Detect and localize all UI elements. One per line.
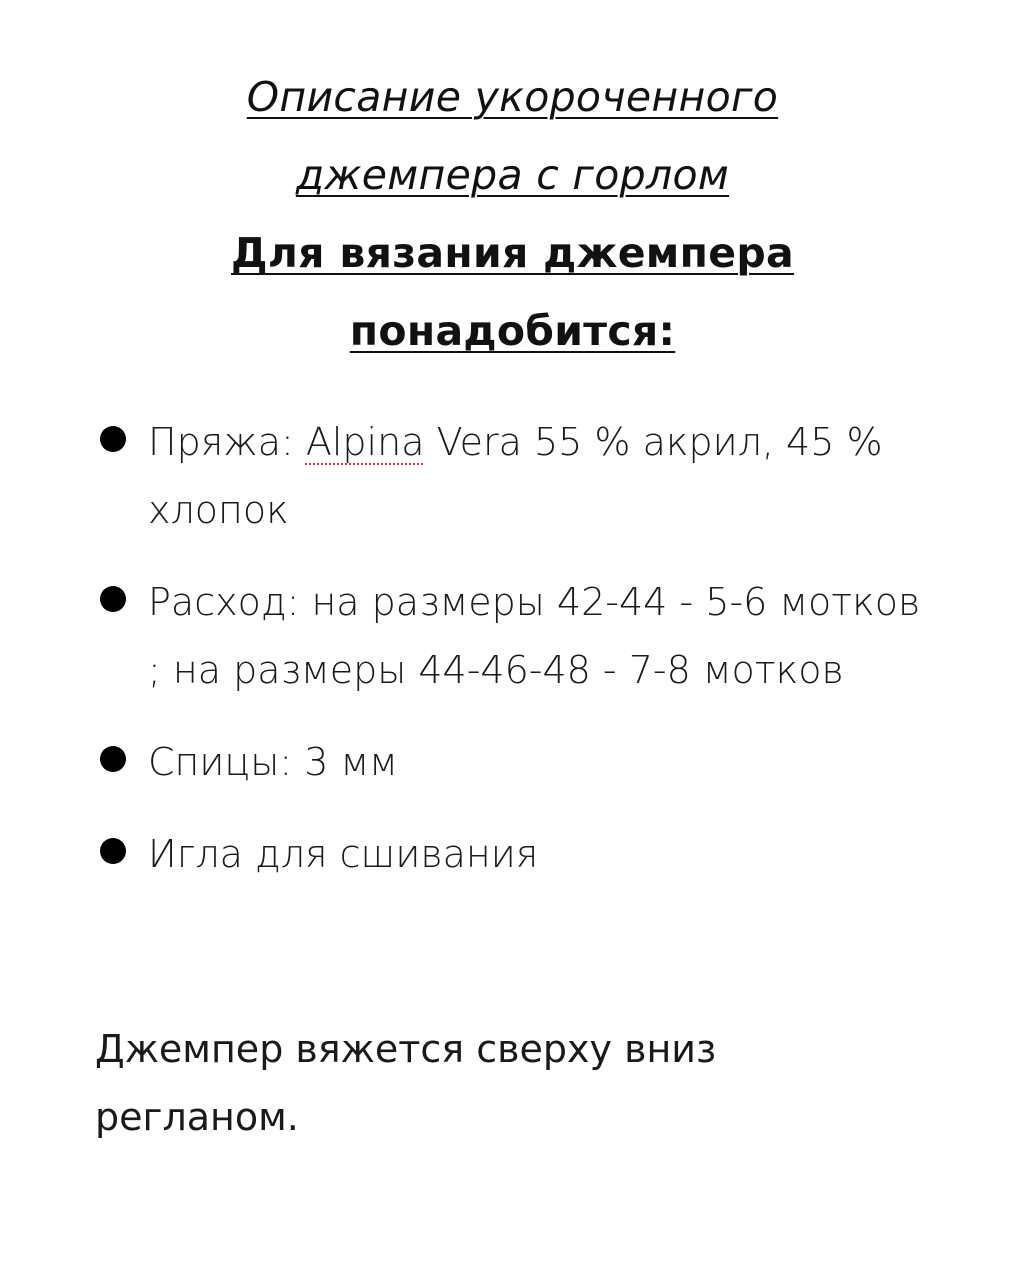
list-item-needles [100, 728, 960, 796]
usage-line-1: Расход: на размеры 42-44 - 5-6 мотков [148, 580, 921, 624]
bullet-icon [100, 586, 126, 612]
list-item-sewing-needle [100, 820, 960, 888]
footer-note [95, 1015, 795, 1151]
list-item-usage [100, 568, 960, 704]
list-item-yarn [100, 408, 960, 544]
yarn-brand: Alpina [305, 420, 425, 464]
page-title-line-1: Описание укороченного [246, 73, 779, 121]
sewing-needle-text: Игла для сшивания [148, 832, 539, 876]
materials-list [100, 408, 960, 888]
footer-line-1: Джемпер вяжется сверху вниз [95, 1027, 717, 1071]
bullet-icon [100, 746, 126, 772]
section-subtitle-line-1: Для вязания джемпера [231, 229, 794, 277]
section-subtitle-line-2: понадобится: [349, 307, 676, 355]
footer-line-2: регланом. [95, 1095, 299, 1139]
yarn-composition: Vera 55 % акрил, 45 % [424, 420, 883, 464]
usage-line-2: ; на размеры 44-46-48 - 7-8 мотков [148, 648, 844, 692]
header [0, 58, 1025, 370]
needles-text: Спицы: 3 мм [148, 740, 398, 784]
page-title-line-2: джемпера с горлом [295, 151, 730, 199]
bullet-icon [100, 838, 126, 864]
bullet-icon [100, 426, 126, 452]
yarn-label: Пряжа: [148, 420, 306, 464]
yarn-composition-cont: хлопок [148, 488, 289, 532]
